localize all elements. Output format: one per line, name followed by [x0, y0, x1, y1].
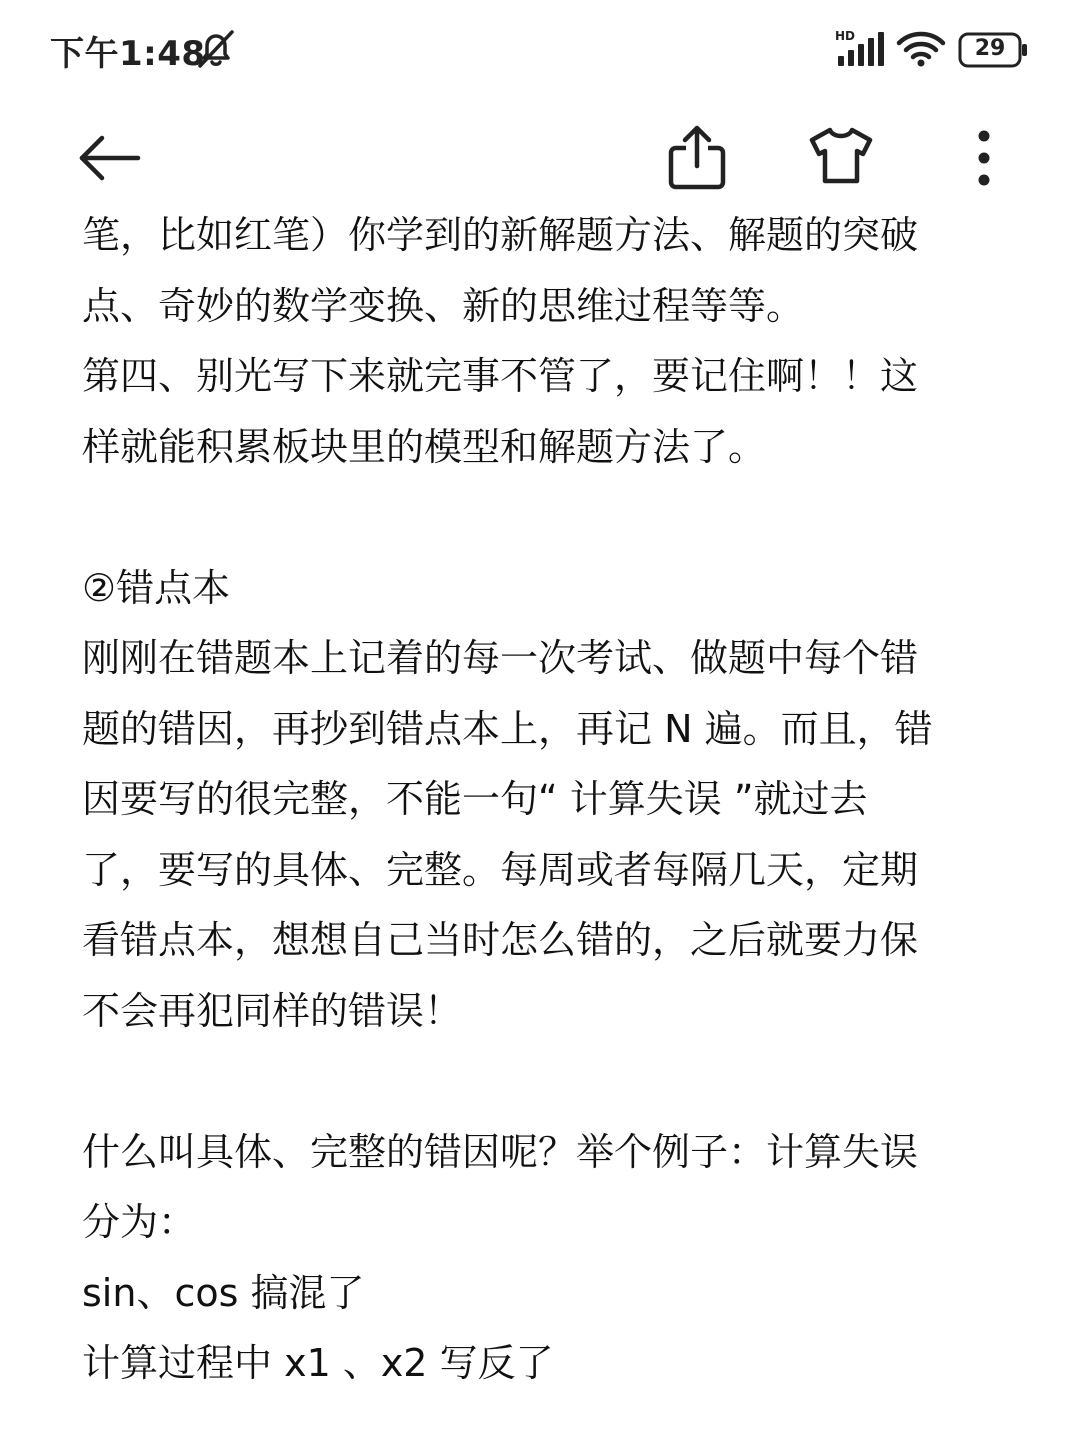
- text-line: 不会再犯同样的错误！: [82, 988, 463, 1033]
- text-line: 第四、别光写下来就完事不管了，要记住啊！！这: [82, 354, 919, 398]
- section-heading: ②错点本: [82, 565, 231, 610]
- wifi-icon: [896, 30, 946, 68]
- network-label: HD: [835, 29, 856, 43]
- blank-line: [82, 482, 992, 553]
- text-line: 点、奇妙的数学变换、新的思维过程等等。: [82, 283, 805, 328]
- text-line: 刚刚在错题本上记着的每一次考试、做题中每个错: [82, 636, 919, 680]
- text-line: 看错点本，想想自己当时怎么错的，之后就要力保: [82, 918, 919, 962]
- back-arrow-icon[interactable]: [76, 130, 144, 186]
- battery-level: 29: [974, 36, 1006, 61]
- signal-icon: [834, 28, 886, 68]
- tshirt-icon[interactable]: [806, 124, 876, 186]
- share-icon[interactable]: [666, 124, 728, 190]
- text-line: sin、cos 搞混了: [82, 1270, 365, 1315]
- mute-icon: [194, 28, 238, 70]
- text-line: 笔，比如红笔）你学到的新解题方法、解题的突破: [82, 213, 919, 257]
- text-line: 计算过程中 x1 、x2 写反了: [82, 1341, 554, 1385]
- text-line: 样就能积累板块里的模型和解题方法了。: [82, 424, 767, 469]
- text-line: 题的错因，再抄到错点本上，再记 N 遍。而且，错: [82, 706, 933, 751]
- note-content: [82, 200, 992, 1399]
- text-line: 因要写的很完整，不能一句“ 计算失误 ”就过去: [82, 777, 868, 821]
- blank-line: [82, 1046, 992, 1117]
- more-vertical-icon[interactable]: [964, 126, 1004, 190]
- toolbar: [0, 110, 1080, 206]
- text-line: 分为：: [82, 1200, 197, 1244]
- status-bar: [0, 0, 1080, 100]
- text-line: 什么叫具体、完整的错因呢？举个例子：计算失误: [82, 1129, 919, 1174]
- text-line: 了，要写的具体、完整。每周或者每隔几天，定期: [82, 847, 919, 892]
- status-time: 下午1:48: [50, 34, 206, 74]
